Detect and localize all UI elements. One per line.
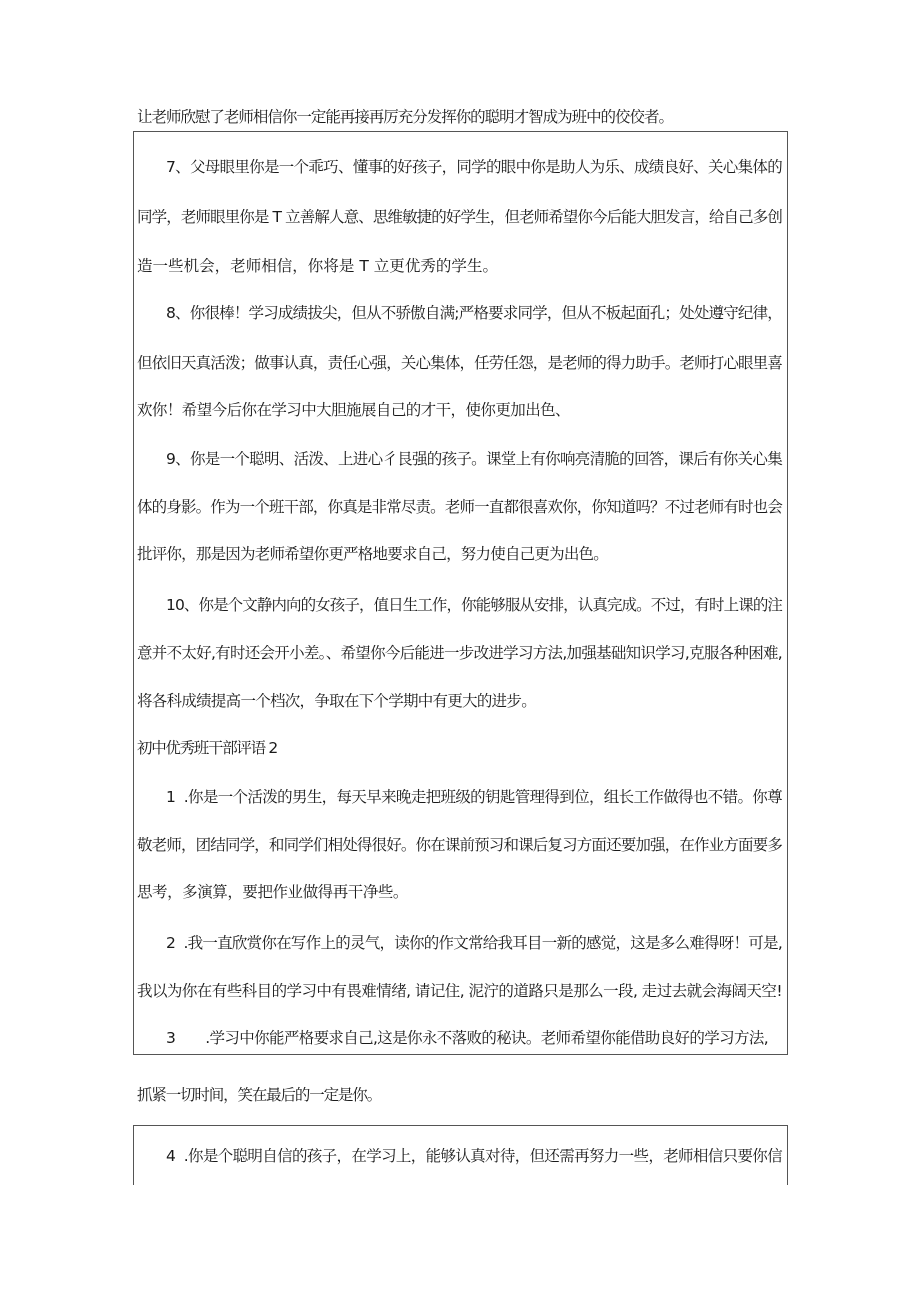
comment-10-line-1: 10、你是个文静内向的女孩子，值日生工作，你能够服从安排，认真完成。不过，有时上课的注 <box>166 596 782 614</box>
comment-9-line-1: 9、你是一个聪明、活泼、上进心彳艮强的孩子。课堂上有你响亮清脆的回答，课后有你关心集 <box>166 450 782 468</box>
comment-1-line-3: 思考，多演算，要把作业做得再干净些。 <box>137 883 408 901</box>
comment-9-line-3: 批评你，那是因为老师希望你更严格地要求自己，努力使自己更为出色。 <box>137 545 608 563</box>
comment-7-line-1: 7、父母眼里你是一个乖巧、懂事的好孩子，同学的眼中你是助人为乐、成绩良好、关心集体的 <box>166 158 782 176</box>
comment-9-line-2: 体的身影。作为一个班干部，你真是非常尽责。老师一直都很喜欢你，你知道吗？不过老师有时也会 <box>137 498 782 516</box>
comment-2-line-2: 我以为你在有些科目的学习中有畏难情绪, 请记住, 泥泞的道路只是那么一段, 走过去就会海阔天空! <box>137 982 782 1000</box>
comment-1-line-1: 1 .你是一个活泼的男生，每天早来晚走把班级的钥匙管理得到位，组长工作做得也不错。你尊 <box>166 788 782 806</box>
comment-7-line-3: 造一些机会，老师相信，你将是 T 立更优秀的学生。 <box>137 257 498 275</box>
comment-3-line-1: 3 .学习中你能严格要求自己,这是你永不落败的秘诀。老师希望你能借助良好的学习方法, <box>166 1029 768 1047</box>
comment-7-line-2: 同学，老师眼里你是 T 立善解人意、思维敏捷的好学生，但老师希望你今后能大胆发言，给自己多创 <box>137 208 782 226</box>
comment-2-line-1: 2 .我一直欣赏你在写作上的灵气，读你的作文常给我耳目一新的感觉，这是多么难得呀！可是, <box>166 934 782 952</box>
comment-1-line-2: 敬老师，团结同学，和同学们相处得很好。你在课前预习和课后复习方面还要加强，在作业方面要多 <box>137 836 782 854</box>
comment-8-line-2: 但依旧天真活泼；做事认真，责任心强，关心集体，任劳任怨，是老师的得力助手。老师打心眼里喜 <box>137 354 782 372</box>
section-heading: 初中优秀班干部评语 2 <box>137 739 277 757</box>
comment-4-line-1: 4 .你是个聪明自信的孩子，在学习上，能够认真对待，但还需再努力一些，老师相信只要你信 <box>166 1147 782 1165</box>
comment-8-line-1: 8、你很棒！学习成绩拔尖，但从不骄傲自满;严格要求同学，但从不板起面孔；处处遵守纪律， <box>166 304 782 322</box>
comment-10-line-2: 意并不太好,有时还会开小差。、希望你今后能进一步改进学习方法,加强基础知识学习,克服各种困难, <box>137 644 782 662</box>
comment-8-line-3: 欢你！希望今后你在学习中大胆施展自己的才干，使你更加出色、 <box>137 401 570 419</box>
comment-10-line-3: 将各科成绩提高一个档次，争取在下个学期中有更大的进步。 <box>137 692 536 710</box>
text-line: 让老师欣慰了老师相信你一定能再接再厉充分发挥你的聪明才智成为班中的佼佼者。 <box>137 108 673 126</box>
text-line: 抓紧一切时间，笑在最后的一定是你。 <box>137 1086 381 1104</box>
